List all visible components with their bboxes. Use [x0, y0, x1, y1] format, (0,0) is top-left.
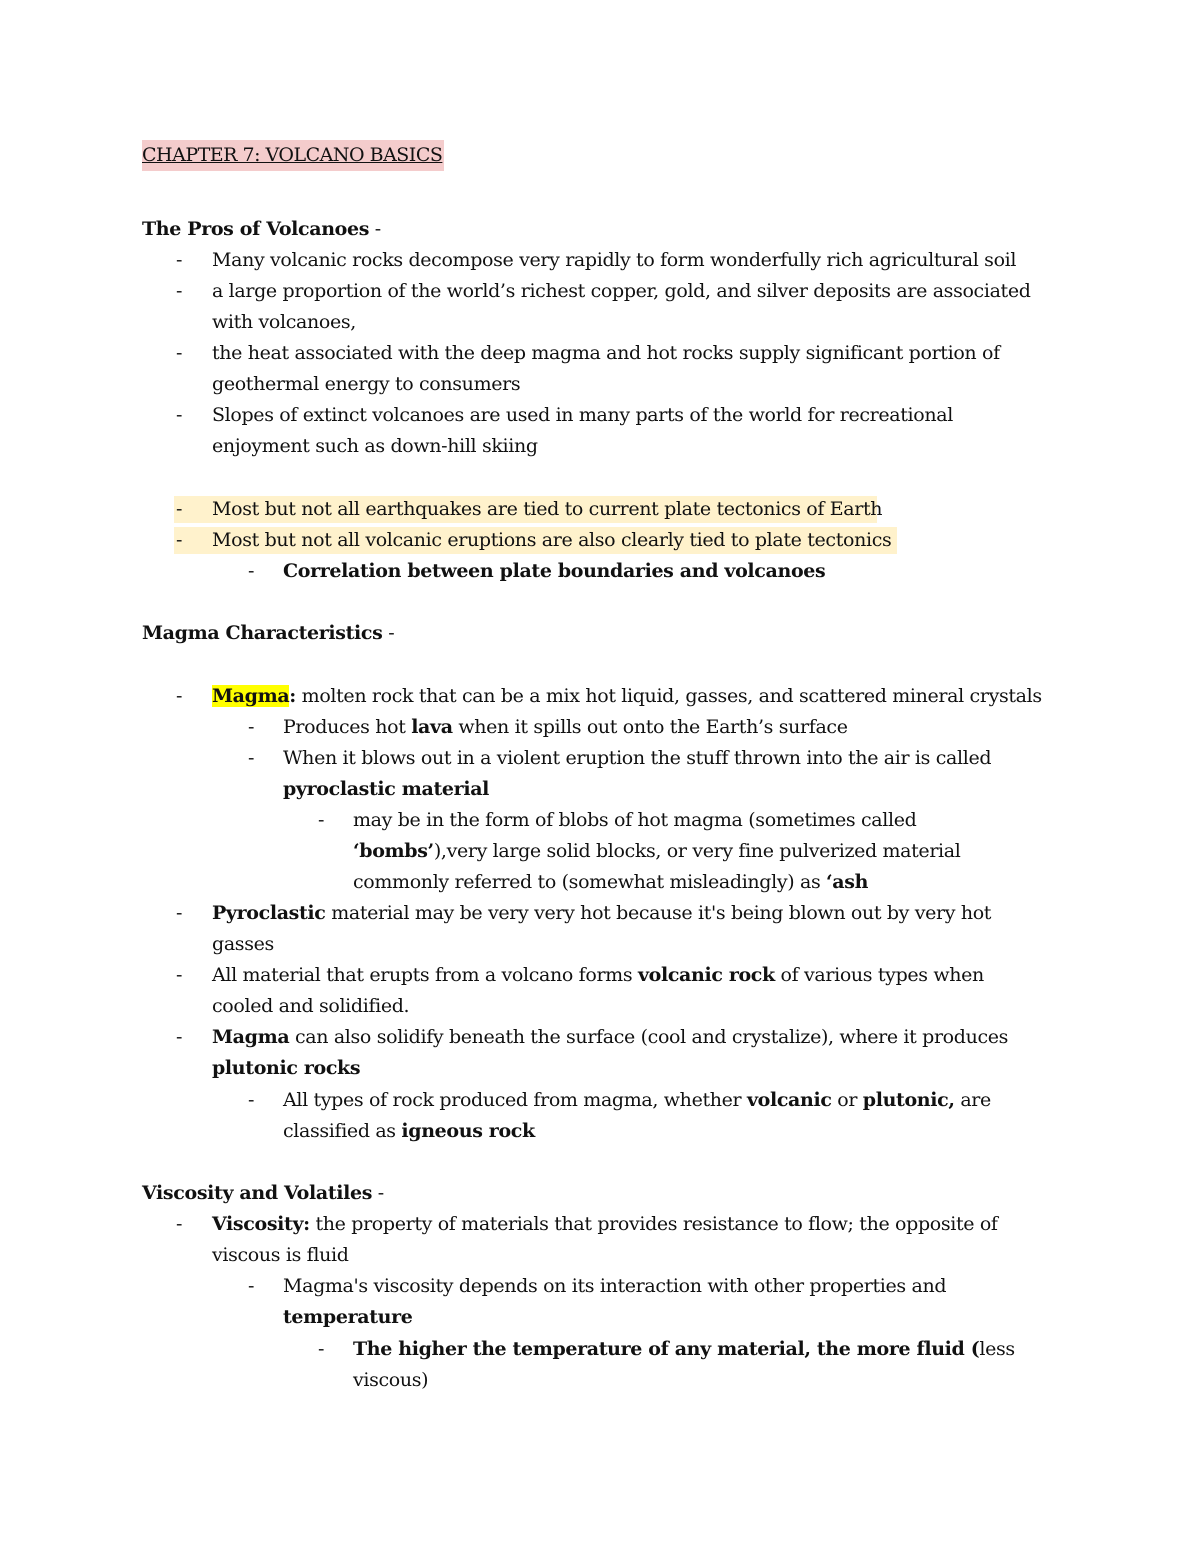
section-heading-pros: The Pros of Volcanoes -	[142, 218, 381, 240]
section-heading-viscosity: Viscosity and Volatiles -	[142, 1182, 384, 1204]
list-item-text: Viscosity: the property of materials that provides resistance to flow; the opposite of	[212, 1213, 998, 1235]
list-item-text: the heat associated with the deep magma and hot rocks supply significant portion of	[212, 342, 1000, 364]
bullet-dash: -	[176, 280, 183, 302]
highlighted-term: Magma	[212, 685, 290, 707]
list-item-text: Magma's viscosity depends on its interaction with other properties and	[283, 1275, 947, 1297]
bullet-dash: -	[176, 404, 183, 426]
list-item-text: Most but not all earthquakes are tied to current plate tectonics of Earth	[212, 498, 883, 520]
list-item-text: When it blows out in a violent eruption the stuff thrown into the air is called	[283, 747, 992, 769]
list-item-text: All material that erupts from a volcano forms volcanic rock of various types when	[212, 964, 984, 986]
chapter-title: CHAPTER 7: VOLCANO BASICS	[142, 140, 444, 171]
document-page: CHAPTER 7: VOLCANO BASICS The Pros of Volcanoes - - Many volcanic rocks decompose very rapidly to form wonderfully rich agricultural soil - a large proportion of the world’s richest copper, gold, and silver deposits are associated with volcanoes, - the heat associated with the deep magma and hot rocks supply significant portion of geothermal energy to consumers - Slopes of extinct volcanoes are used in many parts of the world for recreational enjoyment such as down-hill skiing - Most but not all earthquakes are tied to current plate tectonics of Earth - Most but not all volcanic eruptions are also clearly tied to plate tectonics - Correlation between plate boundaries and volcanoes Magma Characteristics - - Magma: molten rock that can be a mix hot liquid, gasses, and scattered mineral crystals - Produces hot lava when it spills out onto the Earth’s surface - When it blows out in a violent eruption the stuff thrown into the air is called pyroclastic material - may be in the form of blobs of hot magma (sometimes called ‘bombs’),very large solid blocks, or very fine pulverized material commonly referred to (somewhat misleadingly) as ‘ash - Pyroclastic material may be very very hot because it's being blown out by very hot gasses - All material that erupts from a volcano forms volcanic rock of various types when cooled and solidified. - Magma can also solidify beneath the surface (cool and crystalize), where it produces plutonic rocks - All types of rock produced from magma, whether volcanic or plutonic, are classified as igneous rock Viscosity and Volatiles - - Viscosity: the property of materials that provides resistance to flow; the opposite of viscous is fluid - Magma's viscosity depends on its interaction with other properties and temperature - The higher the temperature of any material, the more fluid (less viscous)	[0, 0, 1200, 1553]
list-item-text: All types of rock produced from magma, whether volcanic or plutonic, are	[283, 1089, 991, 1111]
list-item-text: Many volcanic rocks decompose very rapidly to form wonderfully rich agricultural soil	[212, 249, 1017, 271]
list-item-text: Slopes of extinct volcanoes are used in many parts of the world for recreational	[212, 404, 953, 426]
list-item-text: Pyroclastic material may be very very hot because it's being blown out by very hot	[212, 902, 992, 924]
list-item-text: a large proportion of the world’s richest copper, gold, and silver deposits are associated	[212, 280, 1031, 302]
list-item-text: The higher the temperature of any material, the more fluid (less	[353, 1338, 1015, 1360]
section-heading-magma: Magma Characteristics -	[142, 622, 395, 644]
list-item-text: may be in the form of blobs of hot magma (sometimes called	[353, 809, 917, 831]
bullet-dash: -	[176, 249, 183, 271]
list-item-text: Most but not all volcanic eruptions are also clearly tied to plate tectonics	[212, 529, 892, 551]
bullet-dash: -	[176, 342, 183, 364]
list-item-text: Correlation between plate boundaries and volcanoes	[283, 560, 826, 582]
list-item-text: Produces hot lava when it spills out onto the Earth’s surface	[283, 716, 848, 738]
list-item-text: Magma: molten rock that can be a mix hot liquid, gasses, and scattered mineral crystals	[212, 685, 1042, 707]
list-item-text: Magma can also solidify beneath the surface (cool and crystalize), where it produces	[212, 1026, 1009, 1048]
